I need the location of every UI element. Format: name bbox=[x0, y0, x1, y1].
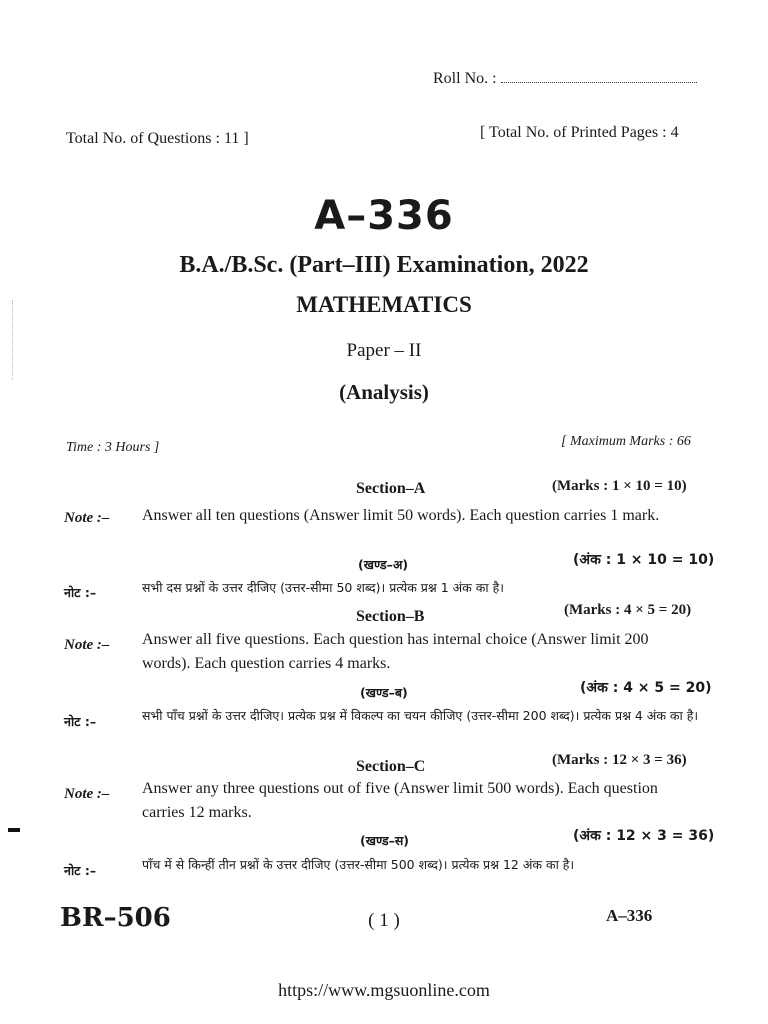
section-b-hindi-note: सभी पाँच प्रश्नों के उत्तर दीजिए। प्रत्येक प्रश्न में विकल्प का चयन कीजिए (उत्तर-सीमा 200 शब्द)। प्रत्येक प्रश्न 4 अंक का है। bbox=[142, 708, 699, 723]
section-a-hindi-note: सभी दस प्रश्नों के उत्तर दीजिए (उत्तर-सीमा 50 शब्द)। प्रत्येक प्रश्न 1 अंक का है। bbox=[142, 580, 504, 595]
section-c-note: Answer any three questions out of five (Answer limit 500 words). Each question carries 12 marks. bbox=[142, 780, 658, 821]
section-a-note: Answer all ten questions (Answer limit 50 words). Each question carries 1 mark. bbox=[142, 507, 660, 524]
section-c-note-label: Note :– bbox=[64, 786, 110, 802]
section-c-marks: (Marks : 12 × 3 = 36) bbox=[552, 752, 687, 768]
roll-label: Roll No. : bbox=[433, 70, 497, 87]
section-c-hindi-label: नोट :– bbox=[64, 863, 97, 878]
paper-number: Paper – II bbox=[346, 340, 422, 361]
section-c-hindi-title: (खण्ड–स) bbox=[360, 833, 409, 848]
section-b-hindi-title: (खण्ड–ब) bbox=[360, 685, 408, 700]
section-c-hindi-marks: (अंक : 12 × 3 = 36) bbox=[573, 828, 715, 844]
total-printed-pages: [ Total No. of Printed Pages : 4 bbox=[480, 124, 679, 141]
subject-title: MATHEMATICS bbox=[296, 292, 472, 317]
paper-code: A–336 bbox=[314, 193, 454, 239]
footer-page-number: ( 1 ) bbox=[368, 910, 400, 931]
section-b-hindi-label: नोट :– bbox=[64, 714, 97, 729]
section-a-hindi-label: नोट :– bbox=[64, 585, 97, 600]
maximum-marks bbox=[561, 434, 691, 450]
source-url: https://www.mgsuonline.com bbox=[278, 980, 490, 1000]
section-c-title: Section–C bbox=[356, 758, 426, 775]
time-text: Time : 3 Hours ] bbox=[66, 440, 160, 455]
footer-paper-code: A–336 bbox=[606, 906, 653, 925]
roll-number-field bbox=[433, 70, 697, 88]
section-b-hindi-marks: (अंक : 4 × 5 = 20) bbox=[580, 680, 712, 696]
footer-booklet-code: BR–506 bbox=[60, 903, 171, 933]
section-b-title: Section–B bbox=[356, 608, 425, 625]
roll-dotted-line bbox=[501, 70, 697, 83]
section-a-title: Section–A bbox=[356, 480, 426, 497]
total-questions: Total No. of Questions : 11 ] bbox=[66, 130, 249, 147]
section-a-hindi-marks: (अंक : 1 × 10 = 10) bbox=[573, 552, 715, 568]
section-a-hindi-title: (खण्ड–अ) bbox=[358, 557, 409, 572]
paper-name: (Analysis) bbox=[339, 380, 429, 404]
exam-title: B.A./B.Sc. (Part–III) Examination, 2022 bbox=[179, 252, 589, 278]
section-c-hindi-note: पाँच में से किन्हीं तीन प्रश्नों के उत्तर दीजिए (उत्तर-सीमा 500 शब्द)। प्रत्येक प्रश्न 12 अंक का है। bbox=[142, 857, 575, 872]
section-b-note: Answer all five questions. Each question has internal choice (Answer limit 200 words). Each question carries 4 marks. bbox=[142, 631, 649, 672]
max-marks-text: [ Maximum Marks : 66 bbox=[561, 434, 691, 449]
time-allowed bbox=[66, 440, 159, 456]
section-a-note-label: Note :– bbox=[64, 510, 110, 526]
scan-mark bbox=[8, 828, 20, 832]
section-a-marks: (Marks : 1 × 10 = 10) bbox=[552, 478, 687, 494]
section-b-marks: (Marks : 4 × 5 = 20) bbox=[564, 602, 692, 618]
section-b-note-label: Note :– bbox=[64, 637, 110, 653]
